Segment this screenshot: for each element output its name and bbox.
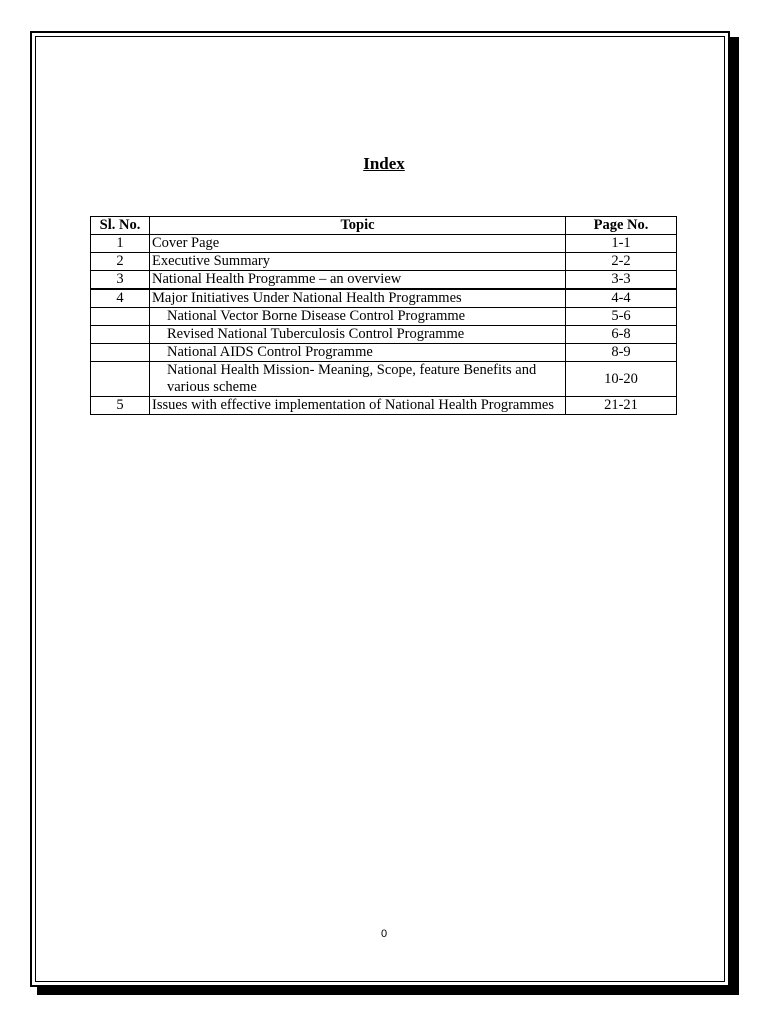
row-sl-no: 1 <box>91 235 150 253</box>
row-topic: National Vector Borne Disease Control Programme <box>150 308 566 326</box>
row-page-no: 5-6 <box>566 308 677 326</box>
row-sl-no: 5 <box>91 397 150 415</box>
row-page-no: 8-9 <box>566 344 677 362</box>
header-topic: Topic <box>150 217 566 235</box>
row-sl-no: 4 <box>91 289 150 308</box>
row-sl-no <box>91 308 150 326</box>
row-topic: National AIDS Control Programme <box>150 344 566 362</box>
page-title: Index <box>363 154 405 173</box>
table-row <box>91 235 677 253</box>
table-row <box>91 397 677 415</box>
table-row <box>91 362 677 397</box>
row-sl-no <box>91 362 150 397</box>
table-row <box>91 308 677 326</box>
row-page-no: 1-1 <box>566 235 677 253</box>
row-page-no: 3-3 <box>566 271 677 290</box>
row-page-no: 4-4 <box>566 289 677 308</box>
page-border <box>30 31 730 987</box>
page-number: 0 <box>380 928 388 940</box>
row-sl-no: 3 <box>91 271 150 290</box>
row-page-no: 6-8 <box>566 326 677 344</box>
header-sl-no: Sl. No. <box>91 217 150 235</box>
row-topic: National Health Programme – an overview <box>150 271 566 290</box>
table-row <box>91 253 677 271</box>
row-topic: Cover Page <box>150 235 566 253</box>
table-row <box>91 326 677 344</box>
page-inner-border <box>35 36 725 982</box>
header-page-no: Page No. <box>566 217 677 235</box>
row-topic: National Health Mission- Meaning, Scope, feature Benefits and various scheme <box>150 362 566 397</box>
row-page-no: 10-20 <box>566 362 677 397</box>
table-row <box>91 271 677 290</box>
row-page-no: 2-2 <box>566 253 677 271</box>
table-row <box>91 289 677 308</box>
row-sl-no: 2 <box>91 253 150 271</box>
row-topic: Issues with effective implementation of National Health Programmes <box>150 397 566 415</box>
row-sl-no <box>91 344 150 362</box>
table-header-row <box>91 217 677 235</box>
table-row <box>91 344 677 362</box>
row-topic: Executive Summary <box>150 253 566 271</box>
index-table <box>90 216 677 415</box>
row-sl-no <box>91 326 150 344</box>
row-page-no: 21-21 <box>566 397 677 415</box>
row-topic: Revised National Tuberculosis Control Programme <box>150 326 566 344</box>
row-topic: Major Initiatives Under National Health Programmes <box>150 289 566 308</box>
